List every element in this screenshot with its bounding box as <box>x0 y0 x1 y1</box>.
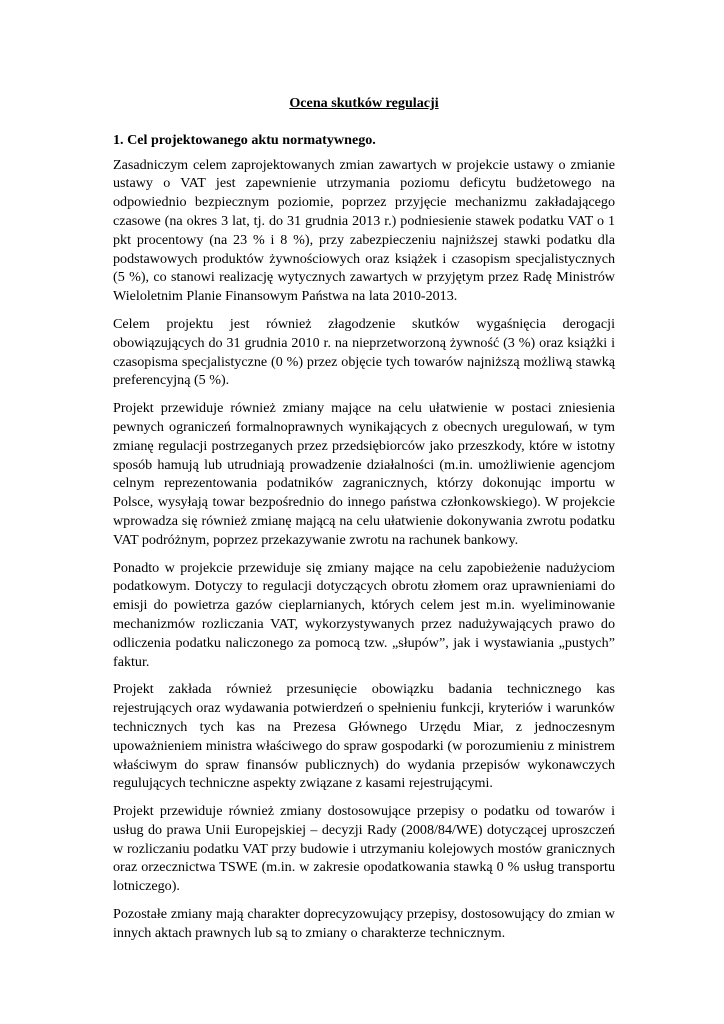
paragraph-1: Zasadniczym celem zaprojektowanych zmian zawartych w projekcie ustawy o zmianie ustawy o VAT jest zapewnienie utrzymania poziomu deficytu budżetowego na odpowiednio bezpiecznym poziomie, poprzez przyjęcie mechanizmu zakładającego czasowe (na okres 3 lat, tj. do 31 grudnia 2013 r.) podniesienie stawek podatku VAT o 1 pkt procentowy (na 23 % i 8 %), przy zabezpieczeniu najniższej stawki podatku dla podstawowych produktów żywnościowych oraz książek i czasopism specjalistycznych (5 %), co stanowi realizację wytycznych zawartych w przyjętym przez Radę Ministrów Wieloletnim Planie Finansowym Państwa na lata 2010-2013. <box>113 156 615 305</box>
paragraph-5: Projekt zakłada również przesunięcie obowiązku badania technicznego kas rejestrujących oraz wydawania potwierdzeń o spełnieniu funkcji, kryteriów i warunków technicznych tych kas na Prezesa Głównego Urzędu Miar, z jednoczesnym upoważnieniem ministra właściwego do spraw gospodarki (w porozumieniu z ministrem właściwym do spraw finansów publicznych) do wydania przepisów wykonawczych regulujących techniczne aspekty związane z kasami rejestrującymi. <box>113 681 615 792</box>
paragraph-3: Projekt przewiduje również zmiany mające na celu ułatwienie w postaci zniesienia pewnych ograniczeń formalnoprawnych wynikających z obecnych uregulowań, w tym zmianę regulacji postrzeganych przez przedsiębiorców jako przeszkody, które w istotny sposób hamują lub utrudniają prowadzenie działalności (m.in. umożliwienie agencjom celnym reprezentowania podatników zagranicznych, którzy dokonując importu w Polsce, wysyłają towar bezpośrednio do innego państwa członkowskiego). W projekcie wprowadza się również zmianę mającą na celu ułatwienie dokonywania zwrotu podatku VAT podróżnym, poprzez przekazywanie zwrotu na rachunek bankowy. <box>113 400 615 548</box>
document-title: Ocena skutków regulacji <box>289 95 439 111</box>
paragraph-7: Pozostałe zmiany mają charakter doprecyzowujący przepisy, dostosowujący do zmian w innych aktach prawnych lub są to zmiany o charakterze technicznym. <box>113 906 615 941</box>
section-heading: 1. Cel projektowanego aktu normatywnego. <box>113 131 376 148</box>
paragraph-4: Ponadto w projekcie przewiduje się zmiany mające na celu zapobieżenie nadużyciom podatkowym. Dotyczy to regulacji dotyczących obrotu złomem oraz uprawnieniami do emisji do powietrza gazów cieplarnianych, których celem jest m.in. wyeliminowanie mechanizmów rozliczania VAT, wykorzystywanych przez nadużywających prawo do odliczenia podatku naliczonego za pomocą tzw. „słupów”, jak i wystawiania „pustych” faktur. <box>113 559 615 670</box>
paragraph-6: Projekt przewiduje również zmiany dostosowujące przepisy o podatku od towarów i usług do prawa Unii Europejskiej – decyzji Rady (2008/84/WE) dotyczącej uproszczeń w rozliczaniu podatku VAT przy budowie i utrzymaniu kolejowych mostów granicznych oraz orzecznictwa TSWE (m.in. w zakresie opodatkowania stawką 0 % usług transportu lotniczego). <box>113 803 615 895</box>
document-page <box>113 94 615 952</box>
paragraph-2: Celem projektu jest również złagodzenie skutków wygaśnięcia derogacji obowiązujących do 31 grudnia 2010 r. na nieprzetworzoną żywność (3 %) oraz książki i czasopisma specjalistyczne (0 %) przez objęcie tych towarów najniższą możliwą stawką preferencyjną (5 %). <box>113 315 615 389</box>
